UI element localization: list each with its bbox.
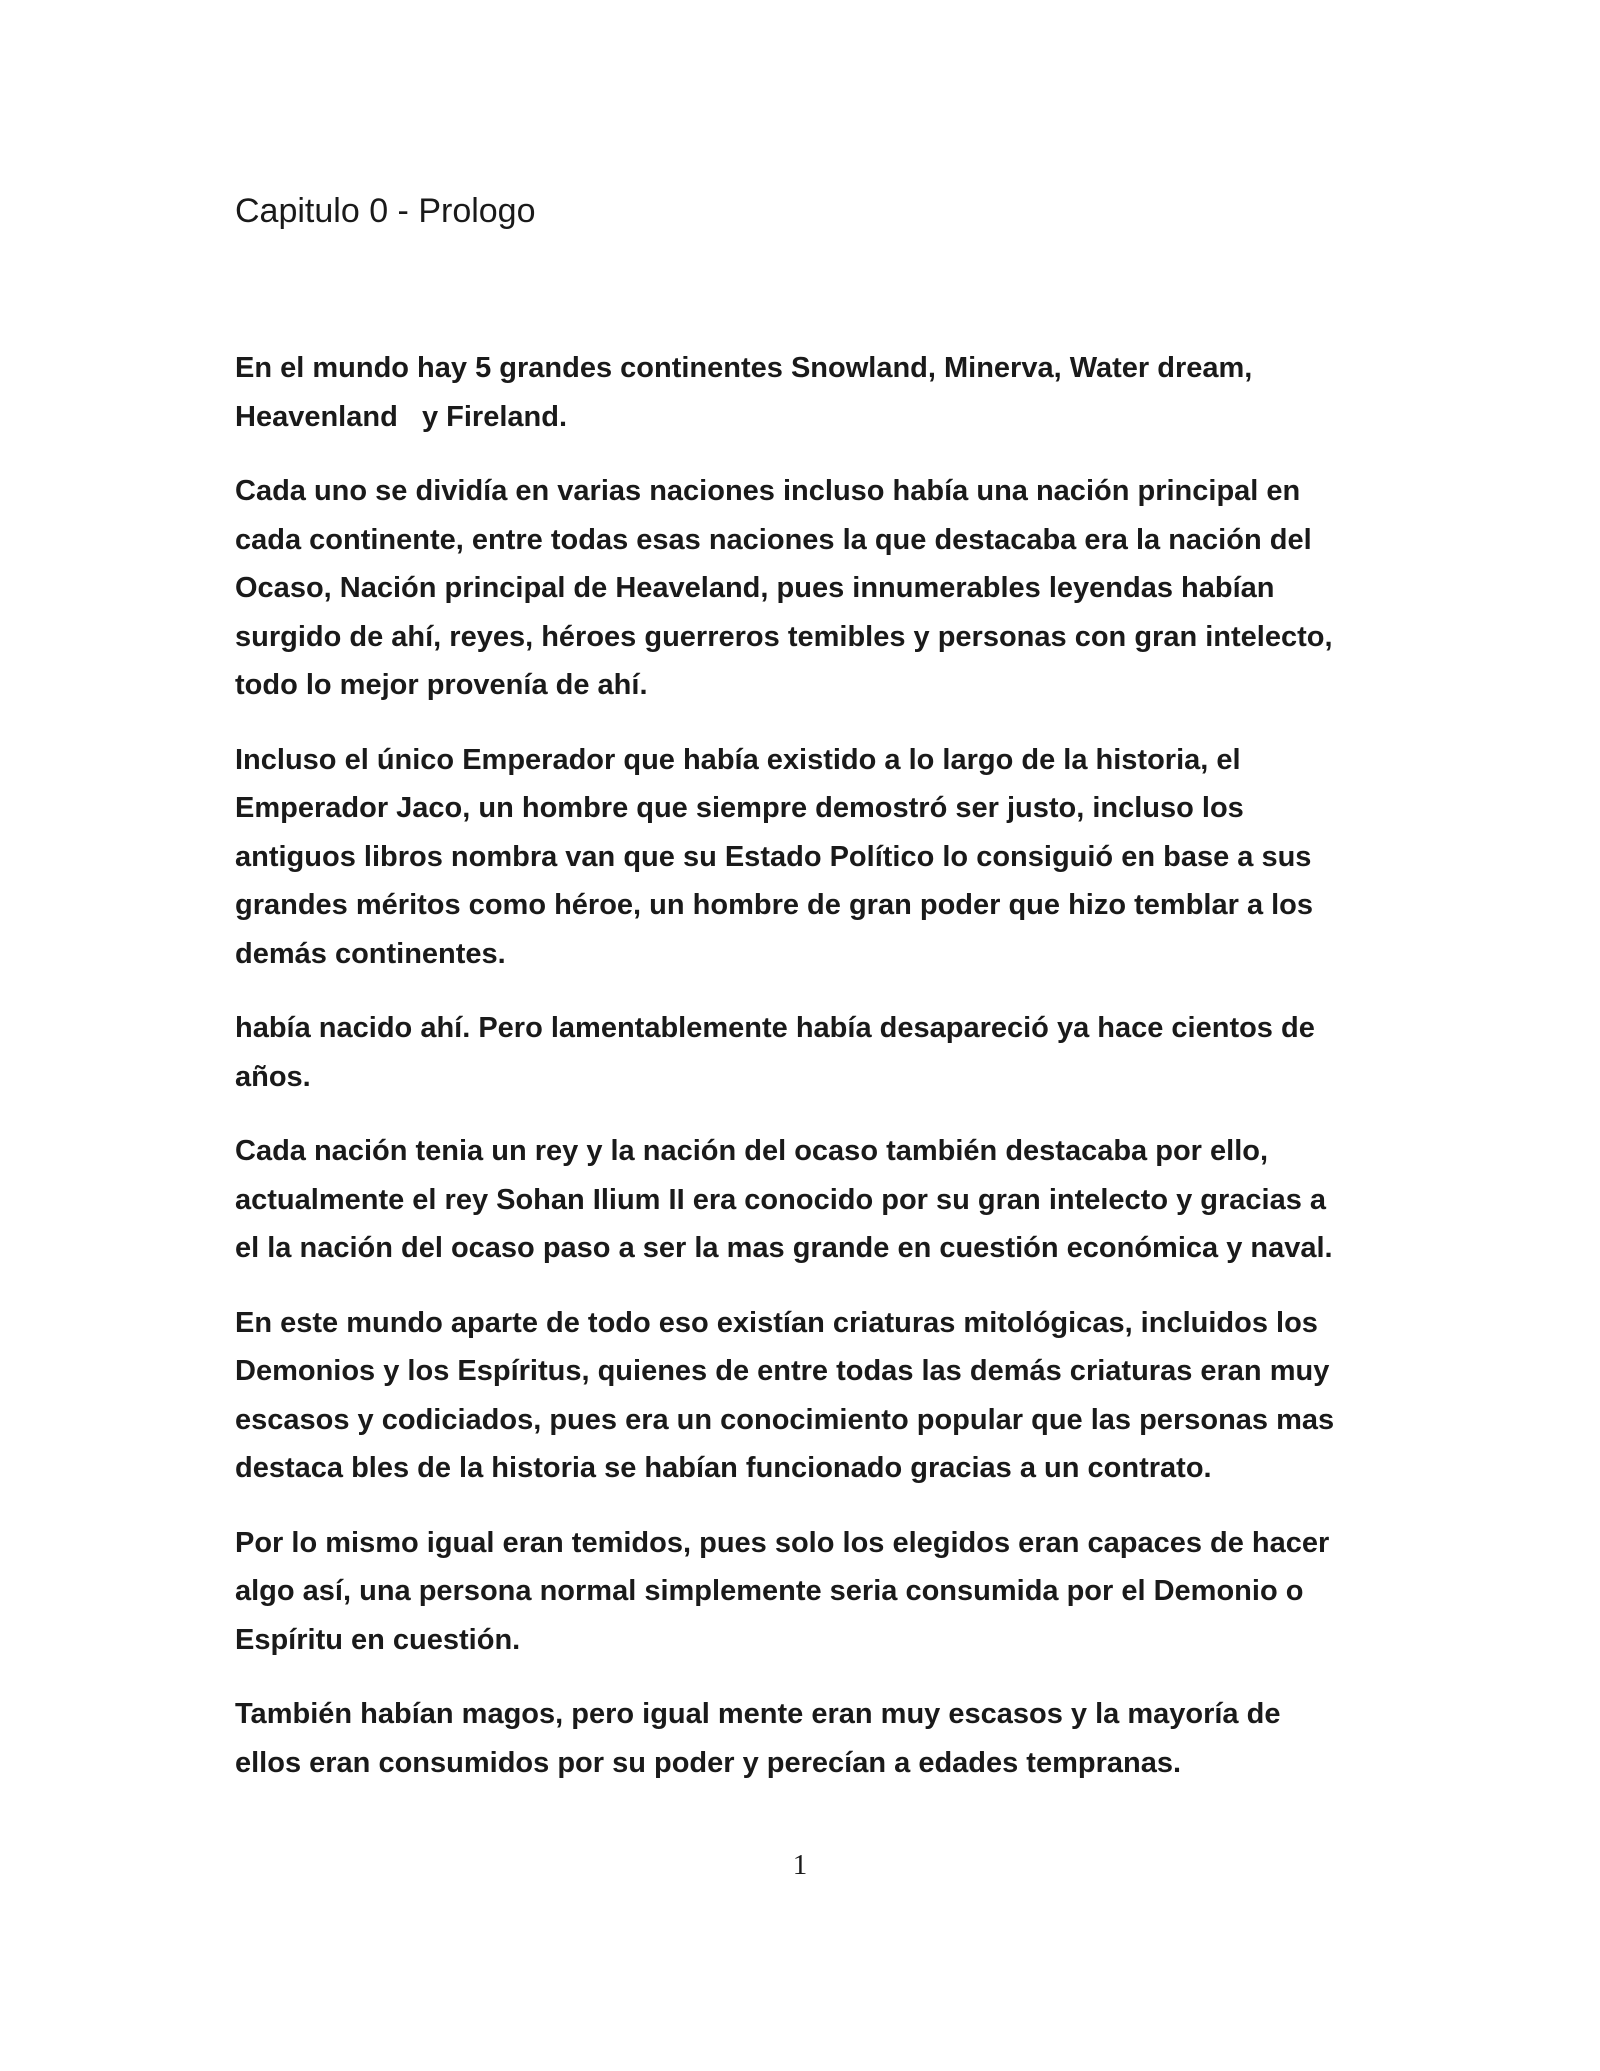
text-line: años. [235,1060,311,1093]
paragraph [235,1299,1385,1493]
text-line: actualmente el rey Sohan Ilium II era conocido por su gran intelecto y gracias a [235,1183,1327,1216]
text-line: Cada nación tenia un rey y la nación del ocaso también destacaba por ello, [235,1135,1269,1167]
paragraph [235,467,1385,710]
page-number: 1 [792,1849,808,1881]
text-line: algo así, una persona normal simplemente seria consumida por el Demonio o [235,1575,1304,1607]
text-line: Ocaso, Nación principal de Heaveland, pues innumerables leyendas habían [235,572,1275,604]
text-line: escasos y codiciados, pues era un conocimiento popular que las personas mas [235,1403,1335,1436]
text-line: destaca bles de la historia se habían funcionado gracias a un contrato. [235,1452,1212,1484]
paragraph [235,344,1385,441]
text-line: Espíritu en cuestión. [235,1623,521,1656]
text-line: ellos eran consumidos por su poder y perecían a edades tempranas. [235,1746,1182,1779]
paragraph [235,1127,1385,1273]
text-line: cada continente, entre todas esas naciones la que destacaba era la nación del [235,523,1312,556]
chapter-title: Capitulo 0 - Prologo [235,192,536,230]
text-line: Incluso el único Emperador que había existido a lo largo de la historia, el [235,743,1241,776]
text-line: Demonios y los Espíritus, quienes de entre todas las demás criaturas eran muy [235,1355,1330,1387]
text-line: todo lo mejor provenía de ahí. [235,669,648,701]
text-line: En el mundo hay 5 grandes continentes Snowland, Minerva, Water dream, [235,352,1253,384]
text-line: demás continentes. [235,937,506,970]
text-line: grandes méritos como héroe, un hombre de gran poder que hizo temblar a los [235,889,1314,921]
paragraph [235,736,1385,979]
text-line: Cada uno se dividía en varias naciones incluso había una nación principal en [235,475,1301,507]
text-line: Por lo mismo igual eran temidos, pues solo los elegidos eran capaces de hacer [235,1526,1330,1559]
text-line: Heavenland y Fireland. [235,400,567,433]
text-line: Emperador Jaco, un hombre que siempre demostró ser justo, incluso los [235,792,1244,824]
paragraph [235,1690,1385,1787]
text-line: el la nación del ocaso paso a ser la mas grande en cuestión económica y naval. [235,1232,1333,1264]
text-line: También habían magos, pero igual mente eran muy escasos y la mayoría de [235,1698,1281,1730]
text-line: surgido de ahí, reyes, héroes guerreros temibles y personas con gran intelecto, [235,620,1333,653]
paragraph [235,1519,1385,1665]
text-line: había nacido ahí. Pero lamentablemente había desapareció ya hace cientos de [235,1012,1315,1044]
body-text [235,344,1385,1813]
paragraph [235,1004,1385,1101]
text-line: antiguos libros nombra van que su Estado Político lo consiguió en base a sus [235,840,1312,873]
text-line: En este mundo aparte de todo eso existían criaturas mitológicas, incluidos los [235,1306,1318,1339]
